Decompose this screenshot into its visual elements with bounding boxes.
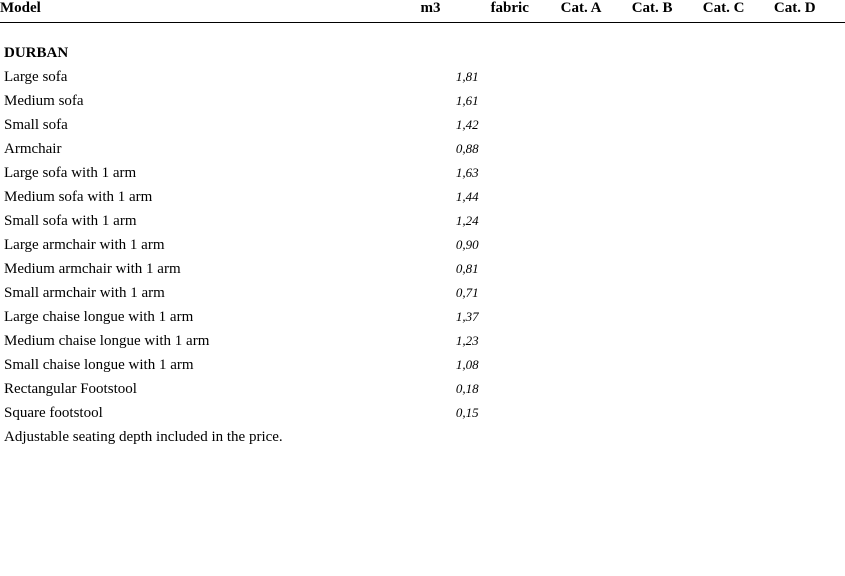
cell-m3: 0,81 xyxy=(455,261,479,276)
cell-cat-d xyxy=(774,305,845,329)
cell-cat-c xyxy=(703,137,774,161)
cell-cat-b xyxy=(632,281,703,305)
cell-model: Large sofa xyxy=(4,69,68,85)
cell-cat-d xyxy=(774,185,845,209)
cell-cat-d xyxy=(774,281,845,305)
cell-fabric xyxy=(491,329,561,353)
table-row xyxy=(0,353,845,377)
cell-cat-d xyxy=(774,161,845,185)
cell-fabric xyxy=(491,209,561,233)
cell-fabric xyxy=(491,233,561,257)
cell-cat-a xyxy=(561,257,632,281)
cell-fabric xyxy=(491,257,561,281)
cell-cat-a xyxy=(561,401,632,425)
cell-fabric xyxy=(491,89,561,113)
cell-fabric xyxy=(491,113,561,137)
table-row xyxy=(0,281,845,305)
cell-cat-c xyxy=(703,305,774,329)
cell-cat-a xyxy=(561,185,632,209)
cell-cat-c xyxy=(703,281,774,305)
cell-cat-d xyxy=(774,65,845,89)
cell-cat-c xyxy=(703,209,774,233)
cell-model: Medium sofa with 1 arm xyxy=(4,189,153,205)
cell-cat-c xyxy=(703,377,774,401)
cell-model: Large armchair with 1 arm xyxy=(4,237,165,253)
cell-cat-c xyxy=(703,65,774,89)
column-header-cat-b: Cat. B xyxy=(631,0,673,16)
cell-cat-b xyxy=(632,305,703,329)
column-header-cat-d: Cat. D xyxy=(773,0,816,16)
cell-cat-b xyxy=(632,257,703,281)
table-row xyxy=(0,257,845,281)
table-body xyxy=(0,23,845,450)
cell-model: Armchair xyxy=(4,141,62,157)
group-title: DURBAN xyxy=(4,45,69,61)
table-row xyxy=(0,137,845,161)
cell-cat-a xyxy=(561,161,632,185)
cell-cat-d xyxy=(774,209,845,233)
cell-cat-a xyxy=(561,89,632,113)
cell-cat-b xyxy=(632,137,703,161)
cell-m3: 0,88 xyxy=(455,141,479,156)
note-cat-c-empty xyxy=(703,425,774,449)
note-m3-empty xyxy=(420,425,490,449)
cell-cat-b xyxy=(632,185,703,209)
cell-cat-c xyxy=(703,401,774,425)
column-header-m3: m3 xyxy=(420,0,441,16)
cell-cat-d xyxy=(774,233,845,257)
cell-model: Rectangular Footstool xyxy=(4,381,137,397)
table-group-row xyxy=(0,31,845,65)
cell-cat-a xyxy=(561,329,632,353)
cell-cat-c xyxy=(703,233,774,257)
table-row xyxy=(0,89,845,113)
cell-cat-d xyxy=(774,113,845,137)
cell-m3: 0,90 xyxy=(455,237,479,252)
table-row xyxy=(0,329,845,353)
cell-cat-b xyxy=(632,113,703,137)
cell-model: Medium chaise longue with 1 arm xyxy=(4,333,210,349)
cell-cat-b xyxy=(632,353,703,377)
cell-m3: 1,61 xyxy=(455,93,479,108)
table-row xyxy=(0,233,845,257)
cell-model: Large sofa with 1 arm xyxy=(4,165,137,181)
cell-m3: 1,42 xyxy=(455,117,479,132)
table-row xyxy=(0,305,845,329)
cell-cat-d xyxy=(774,377,845,401)
cell-model: Square footstool xyxy=(4,405,103,421)
note-fabric-empty xyxy=(491,425,561,449)
cell-fabric xyxy=(491,161,561,185)
column-header-model: Model xyxy=(0,0,41,16)
table-row xyxy=(0,209,845,233)
cell-cat-b xyxy=(632,329,703,353)
cell-fabric xyxy=(491,281,561,305)
cell-fabric xyxy=(491,65,561,89)
cell-model: Small chaise longue with 1 arm xyxy=(4,357,194,373)
column-header-cat-c: Cat. C xyxy=(702,0,745,16)
cell-cat-b xyxy=(632,401,703,425)
cell-cat-c xyxy=(703,161,774,185)
cell-m3: 1,08 xyxy=(455,357,479,372)
cell-cat-d xyxy=(774,257,845,281)
cell-fabric xyxy=(491,305,561,329)
cell-cat-b xyxy=(632,377,703,401)
price-note: Adjustable seating depth included in the price. xyxy=(4,429,283,445)
table-row xyxy=(0,185,845,209)
cell-cat-a xyxy=(561,137,632,161)
cell-cat-a xyxy=(561,353,632,377)
cell-cat-c xyxy=(703,353,774,377)
cell-cat-a xyxy=(561,233,632,257)
cell-fabric xyxy=(491,137,561,161)
cell-model: Medium armchair with 1 arm xyxy=(4,261,181,277)
cell-fabric xyxy=(491,353,561,377)
cell-m3: 0,15 xyxy=(455,405,479,420)
table-row xyxy=(0,65,845,89)
note-cat-d-empty xyxy=(774,425,845,449)
cell-cat-a xyxy=(561,65,632,89)
cell-cat-a xyxy=(561,113,632,137)
cell-cat-d xyxy=(774,329,845,353)
cell-cat-a xyxy=(561,209,632,233)
table-row xyxy=(0,401,845,425)
table-note-row xyxy=(0,425,845,449)
cell-m3: 1,63 xyxy=(455,165,479,180)
cell-model: Small sofa with 1 arm xyxy=(4,213,137,229)
cell-m3: 1,37 xyxy=(455,309,479,324)
cell-cat-d xyxy=(774,137,845,161)
cell-cat-d xyxy=(774,89,845,113)
cell-model: Small sofa xyxy=(4,117,68,133)
group-cat-a-empty xyxy=(561,31,632,65)
cell-cat-b xyxy=(632,161,703,185)
table-row xyxy=(0,113,845,137)
column-header-fabric: fabric xyxy=(490,0,529,16)
cell-cat-a xyxy=(561,281,632,305)
spacer-row xyxy=(0,23,845,32)
table-row xyxy=(0,377,845,401)
cell-cat-a xyxy=(561,377,632,401)
note-cat-b-empty xyxy=(632,425,703,449)
cell-m3: 1,81 xyxy=(455,69,479,84)
group-cat-b-empty xyxy=(632,31,703,65)
cell-cat-d xyxy=(774,353,845,377)
cell-model: Small armchair with 1 arm xyxy=(4,285,165,301)
cell-fabric xyxy=(491,401,561,425)
cell-cat-c xyxy=(703,257,774,281)
cell-m3: 1,23 xyxy=(455,333,479,348)
cell-cat-c xyxy=(703,185,774,209)
cell-cat-c xyxy=(703,89,774,113)
table-header xyxy=(0,0,845,23)
cell-m3: 1,24 xyxy=(455,213,479,228)
group-cat-d-empty xyxy=(774,31,845,65)
cell-m3: 1,44 xyxy=(455,189,479,204)
note-cat-a-empty xyxy=(561,425,632,449)
cell-model: Large chaise longue with 1 arm xyxy=(4,309,194,325)
cell-m3: 0,71 xyxy=(455,285,479,300)
table-row xyxy=(0,161,845,185)
column-header-cat-a: Cat. A xyxy=(560,0,602,16)
cell-cat-a xyxy=(561,305,632,329)
cell-cat-b xyxy=(632,65,703,89)
cell-cat-c xyxy=(703,113,774,137)
cell-cat-c xyxy=(703,329,774,353)
group-m3-empty xyxy=(420,31,490,65)
cell-cat-b xyxy=(632,89,703,113)
cell-cat-d xyxy=(774,401,845,425)
group-cat-c-empty xyxy=(703,31,774,65)
table-header-row xyxy=(0,0,845,23)
cell-fabric xyxy=(491,377,561,401)
cell-fabric xyxy=(491,185,561,209)
cell-model: Medium sofa xyxy=(4,93,84,109)
cell-cat-b xyxy=(632,233,703,257)
group-fabric-empty xyxy=(491,31,561,65)
cell-cat-b xyxy=(632,209,703,233)
cell-m3: 0,18 xyxy=(455,381,479,396)
spacer-cell xyxy=(0,23,845,32)
